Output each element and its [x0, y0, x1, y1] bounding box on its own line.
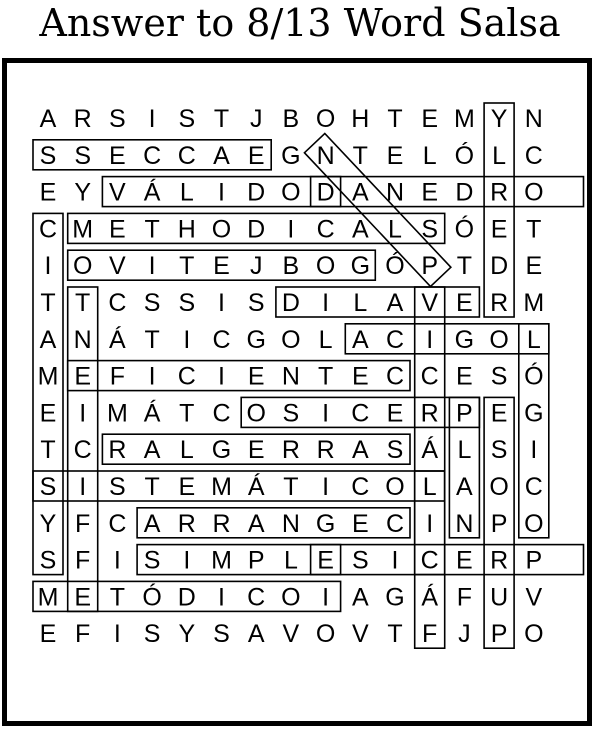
answer-outline: [484, 103, 514, 317]
grid-letter: L: [388, 215, 402, 244]
grid-letter: Y: [490, 105, 508, 133]
grid-letter: E: [456, 362, 473, 391]
grid-letter: E: [490, 399, 508, 428]
grid-letter: T: [75, 289, 91, 317]
grid-letter: I: [44, 252, 52, 281]
grid-letter: G: [246, 325, 266, 354]
grid-letter: I: [391, 546, 399, 575]
grid-letter: I: [287, 215, 295, 244]
grid-letter: M: [72, 215, 94, 244]
grid-letter: S: [386, 436, 404, 465]
grid-letter: C: [385, 362, 405, 391]
answer-outline: [519, 324, 549, 538]
grid-letter: G: [385, 583, 405, 612]
grid-letter: I: [113, 546, 121, 575]
grid-letter: F: [456, 583, 473, 612]
grid-letter: N: [455, 509, 474, 538]
grid-letter: G: [281, 141, 301, 170]
grid-letter: A: [247, 620, 265, 649]
grid-letter: G: [454, 325, 475, 354]
grid-letter: D: [247, 178, 266, 207]
grid-letter: P: [247, 546, 265, 575]
grid-letter: S: [490, 436, 508, 465]
grid-letter: L: [422, 141, 437, 170]
grid-letter: M: [211, 473, 232, 501]
grid-letter: A: [39, 105, 57, 133]
grid-letter: M: [106, 399, 128, 428]
grid-letter: I: [218, 583, 225, 612]
grid-letter: C: [143, 141, 162, 170]
grid-letter: E: [39, 620, 57, 649]
grid-letter: I: [426, 509, 434, 538]
grid-letter: B: [282, 252, 300, 281]
grid-letter: Ó: [524, 362, 544, 391]
grid-letter: S: [39, 141, 57, 170]
grid-letter: H: [351, 105, 370, 133]
grid-letter: E: [178, 473, 196, 501]
grid-letter: O: [281, 178, 301, 207]
grid-letter: R: [316, 436, 335, 465]
grid-letter: I: [148, 105, 156, 133]
grid-letter: S: [351, 546, 369, 575]
grid-letter: I: [183, 546, 191, 575]
grid-letter: L: [353, 289, 368, 317]
grid-letter: J: [249, 105, 263, 133]
grid-letter: A: [351, 325, 369, 354]
grid-letter: S: [109, 105, 126, 133]
grid-letter: E: [74, 362, 92, 391]
grid-letter: T: [144, 215, 160, 244]
grid-letter: E: [247, 362, 265, 391]
grid-letter: C: [73, 436, 92, 465]
grid-letter: I: [218, 178, 225, 207]
grid-letter: C: [212, 399, 231, 428]
grid-letter: S: [178, 105, 196, 133]
grid-letter: T: [179, 399, 195, 428]
grid-letter: G: [350, 252, 371, 281]
grid-letter: Á: [143, 178, 161, 207]
grid-letter: O: [489, 473, 509, 501]
grid-letter: V: [109, 252, 126, 281]
grid-letter: T: [109, 583, 126, 612]
grid-letter: Ó: [142, 583, 162, 612]
grid-letter: L: [492, 141, 507, 170]
grid-letter: E: [317, 546, 334, 575]
grid-letter: E: [351, 362, 369, 391]
grid-letter: E: [109, 215, 126, 244]
grid-letter: D: [281, 289, 300, 317]
grid-letter: E: [421, 105, 439, 133]
grid-letter: R: [420, 399, 439, 428]
grid-letter: Á: [143, 399, 161, 428]
grid-letter: D: [490, 252, 509, 281]
grid-letter: T: [40, 289, 56, 317]
grid-letter: E: [456, 289, 473, 317]
grid-letter: C: [177, 362, 196, 391]
grid-letter: D: [177, 583, 196, 612]
grid-letter: D: [316, 178, 335, 207]
grid-letter: C: [524, 473, 543, 501]
grid-letter: E: [247, 141, 265, 170]
grid-letter: T: [456, 252, 473, 281]
grid-letter: M: [523, 289, 545, 317]
grid-letter: A: [351, 178, 369, 207]
grid-letter: S: [109, 473, 126, 501]
grid-letter: I: [79, 473, 87, 501]
grid-letter: S: [490, 362, 508, 391]
grid-letter: L: [179, 178, 194, 207]
grid-letter: F: [75, 509, 91, 538]
grid-letter: E: [39, 178, 57, 207]
grid-letter: S: [178, 289, 196, 317]
grid-letter: S: [282, 399, 300, 428]
grid-letter: Á: [247, 473, 265, 501]
grid-letter: I: [218, 289, 225, 317]
grid-letter: N: [385, 178, 405, 207]
grid-letter: A: [143, 436, 161, 465]
grid-letter: O: [315, 105, 336, 133]
grid-letter: I: [322, 583, 330, 612]
grid-letter: S: [143, 289, 161, 317]
grid-letter: N: [281, 362, 300, 391]
grid-letter: O: [315, 620, 336, 649]
grid-letter: E: [421, 178, 439, 207]
grid-letter: Ó: [454, 141, 475, 170]
grid-letter: E: [39, 399, 57, 428]
grid-letter: O: [211, 215, 232, 244]
grid-letter: P: [490, 620, 508, 649]
grid-letter: I: [322, 289, 330, 317]
grid-letter: I: [426, 325, 434, 354]
grid-letter: O: [246, 399, 266, 428]
grid-letter: T: [526, 215, 542, 244]
grid-letter: I: [530, 436, 538, 465]
grid-letter: A: [143, 509, 161, 538]
grid-letter: T: [179, 252, 195, 281]
grid-letter: O: [72, 252, 93, 281]
grid-letter: V: [421, 289, 439, 317]
grid-letter: E: [490, 215, 508, 244]
grid-letter: Á: [421, 436, 439, 465]
grid-letter: R: [490, 546, 509, 575]
grid-letter: T: [144, 325, 160, 354]
grid-letter: J: [458, 620, 471, 649]
grid-letter: R: [490, 178, 509, 207]
grid-letter: O: [281, 325, 301, 354]
grid-letter: E: [213, 252, 230, 281]
grid-letter: B: [282, 105, 300, 133]
grid-letter: I: [148, 252, 156, 281]
grid-letter: R: [73, 105, 92, 133]
grid-letter: M: [37, 362, 59, 391]
grid-letter: L: [422, 473, 437, 501]
grid-letter: A: [351, 215, 369, 244]
grid-letter: C: [212, 325, 231, 354]
grid-letter: G: [315, 509, 336, 538]
grid-letter: O: [385, 473, 405, 501]
grid-letter: C: [316, 215, 335, 244]
grid-letter: F: [109, 362, 126, 391]
grid-letter: C: [420, 362, 439, 391]
grid-letter: L: [283, 546, 298, 575]
grid-letter: I: [322, 473, 330, 501]
grid-letter: E: [74, 583, 92, 612]
grid-letter: V: [525, 583, 543, 612]
grid-letter: C: [177, 141, 196, 170]
grid-letter: C: [385, 509, 405, 538]
grid-letter: O: [524, 509, 544, 538]
grid-letter: O: [524, 620, 544, 649]
grid-letter: M: [37, 583, 59, 612]
grid-letter: E: [351, 509, 369, 538]
grid-letter: N: [73, 325, 92, 354]
grid-letter: D: [247, 215, 266, 244]
grid-letter: D: [455, 178, 474, 207]
grid-letter: L: [318, 325, 333, 354]
grid-letter: R: [490, 289, 509, 317]
grid-letter: P: [456, 399, 473, 428]
grid-letter: Y: [74, 178, 92, 207]
grid-letter: E: [109, 141, 126, 170]
grid-letter: Á: [421, 583, 439, 612]
grid-letter: C: [351, 473, 370, 501]
grid-letter: I: [322, 399, 330, 428]
grid-letter: A: [386, 289, 404, 317]
grid-letter: H: [177, 215, 196, 244]
grid-letter: I: [148, 362, 156, 391]
grid-letter: Y: [39, 509, 57, 538]
grid-letter: O: [489, 325, 509, 354]
grid-letter: V: [109, 178, 126, 207]
grid-letter: S: [143, 620, 161, 649]
grid-letter: C: [108, 509, 127, 538]
grid-letter: I: [79, 399, 87, 428]
grid-letter: O: [281, 583, 301, 612]
grid-letter: I: [183, 325, 191, 354]
grid-letter: C: [420, 546, 439, 575]
grid-letter: A: [456, 473, 473, 501]
grid-letter: N: [281, 509, 300, 538]
grid-letter: A: [213, 141, 230, 170]
grid-letter: Y: [178, 620, 196, 649]
grid-letter: C: [108, 289, 127, 317]
grid-letter: E: [386, 141, 404, 170]
grid-letter: N: [316, 141, 335, 170]
answer-outline: [33, 471, 445, 501]
grid-letter: T: [352, 141, 368, 170]
grid-letter: T: [213, 105, 230, 133]
grid-letter: M: [453, 105, 475, 133]
grid-letter: S: [39, 473, 57, 501]
grid-letter: Ó: [385, 252, 405, 281]
grid-letter: C: [38, 215, 58, 244]
grid-letter: L: [526, 325, 541, 354]
grid-letter: U: [490, 583, 509, 612]
grid-letter: E: [456, 546, 473, 575]
grid-letter: I: [218, 362, 225, 391]
grid-letter: S: [74, 141, 92, 170]
grid-letter: T: [387, 620, 403, 649]
grid-letter: J: [249, 252, 263, 281]
grid-letter: R: [108, 436, 127, 465]
grid-letter: R: [281, 436, 300, 465]
grid-letter: T: [317, 362, 334, 391]
grid-letter: A: [351, 583, 369, 612]
grid-letter: T: [144, 473, 160, 501]
grid-letter: R: [212, 509, 231, 538]
grid-letter: V: [282, 620, 300, 649]
grid-letter: E: [525, 252, 543, 281]
grid-letter: C: [524, 141, 543, 170]
grid-letter: S: [213, 620, 230, 649]
answer-outline: [276, 287, 480, 317]
grid-letter: A: [39, 325, 57, 354]
grid-letter: L: [457, 436, 472, 465]
grid-letter: F: [422, 620, 438, 649]
grid-letter: C: [351, 399, 370, 428]
grid-letter: G: [524, 399, 544, 428]
grid-letter: C: [247, 583, 266, 612]
grid-letter: T: [40, 436, 56, 465]
grid-letter: L: [179, 436, 194, 465]
grid-letter: A: [247, 509, 265, 538]
grid-letter: C: [385, 325, 405, 354]
grid-letter: R: [177, 509, 196, 538]
grid-letter: P: [490, 509, 508, 538]
grid-letter: O: [315, 252, 336, 281]
grid-letter: P: [421, 252, 439, 281]
grid-letter: Á: [109, 325, 126, 354]
grid-letter: S: [247, 289, 265, 317]
grid-letter: O: [524, 178, 544, 207]
grid-letter: S: [421, 215, 439, 244]
grid-letter: G: [211, 436, 232, 465]
grid-letter: N: [524, 105, 543, 133]
grid-letter: S: [39, 546, 57, 575]
grid-letter: F: [75, 546, 91, 575]
grid-letter: V: [351, 620, 369, 649]
grid-letter: M: [211, 546, 232, 575]
grid-letter: T: [387, 105, 403, 133]
grid-letter: E: [247, 436, 265, 465]
grid-letter: Ó: [454, 215, 475, 244]
grid-letter: I: [113, 620, 121, 649]
grid-letter: T: [283, 473, 299, 501]
grid-letter: S: [143, 546, 161, 575]
grid-letter: P: [525, 546, 543, 575]
grid-letter: E: [386, 399, 404, 428]
grid-letter: F: [75, 620, 91, 649]
grid-letter: A: [351, 436, 369, 465]
puzzle-title: Answer to 8/13 Word Salsa: [39, 1, 561, 45]
